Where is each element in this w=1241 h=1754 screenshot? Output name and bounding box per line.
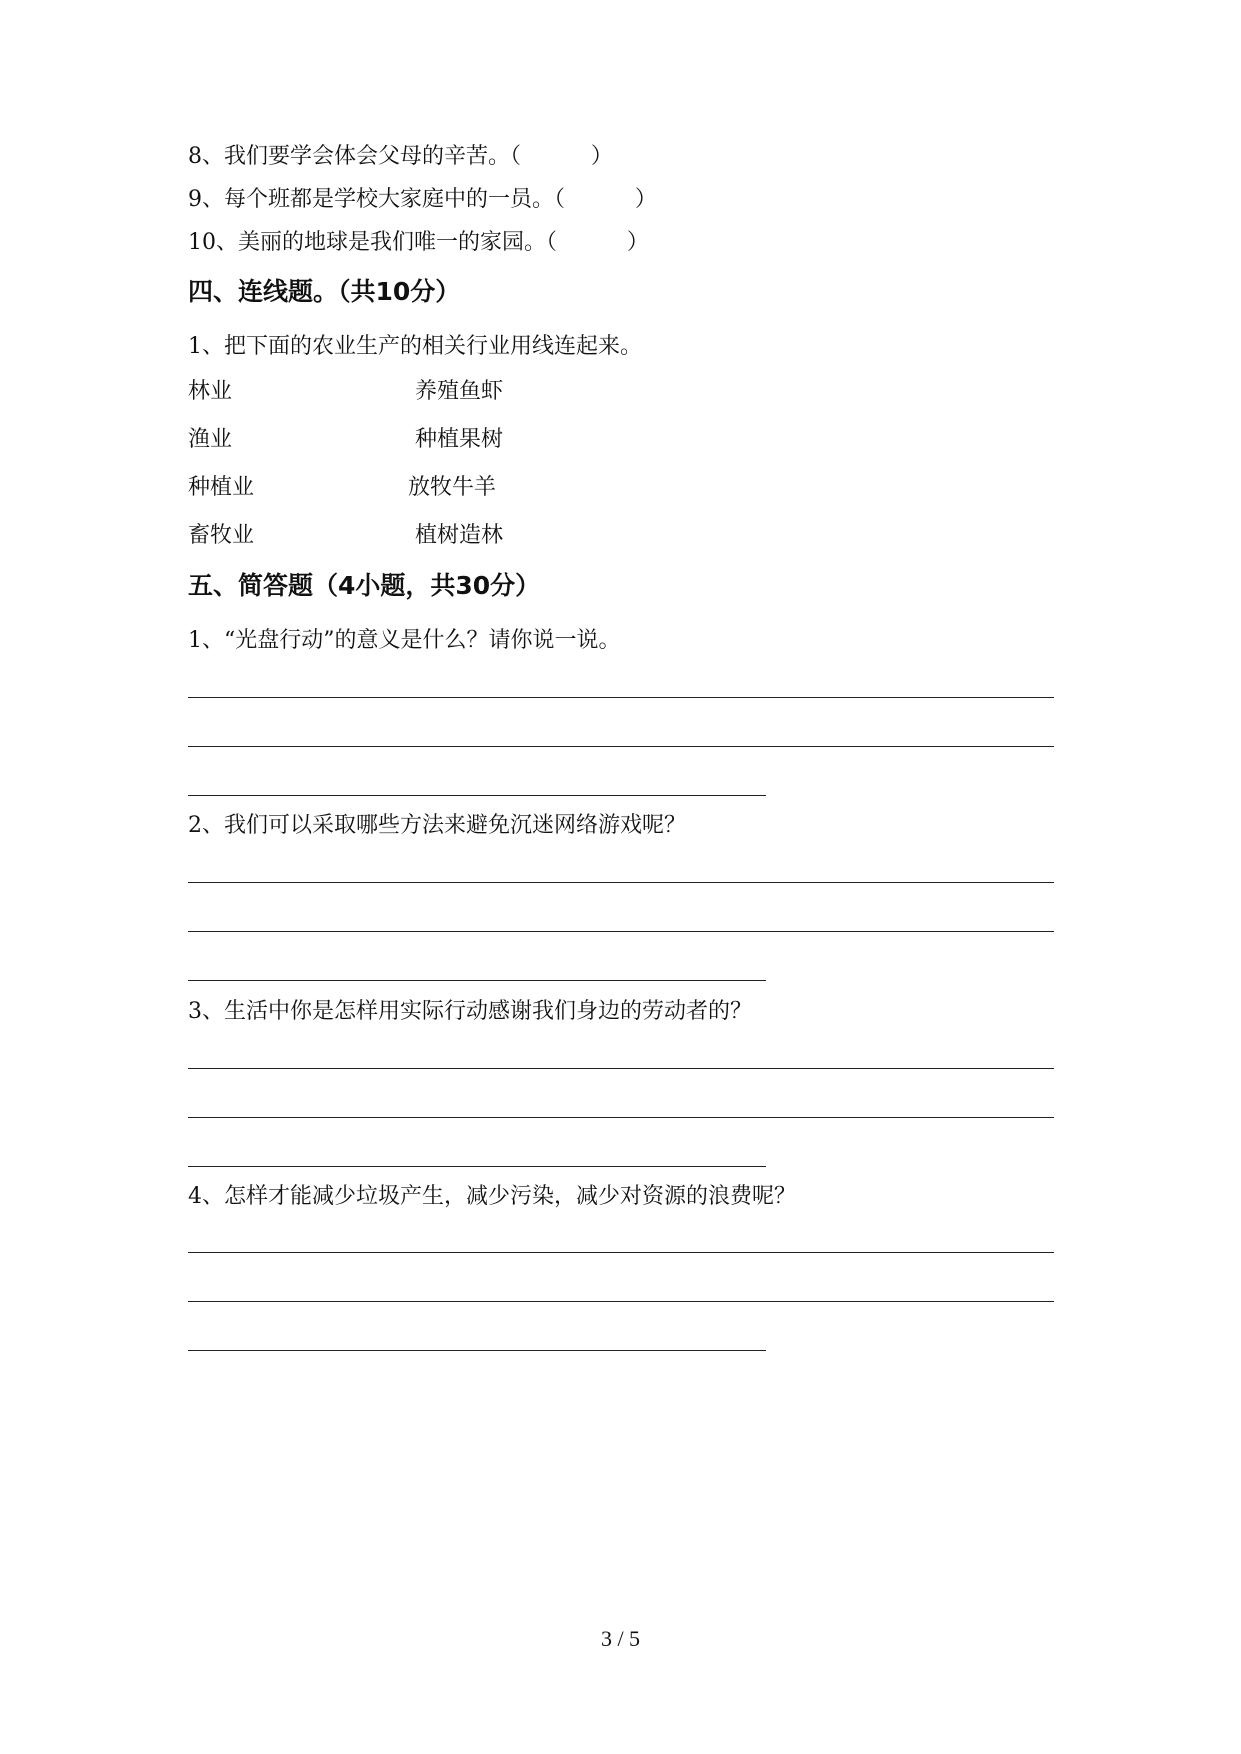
answer-line[interactable] xyxy=(188,980,766,981)
answer-line[interactable] xyxy=(188,1350,766,1351)
true-false-item-10: 10、美丽的地球是我们唯一的家园。（ ） xyxy=(188,230,649,255)
match-right-item: 种植果树 xyxy=(415,427,504,452)
match-left-item: 种植业 xyxy=(188,475,255,500)
short-answer-question-2: 2、我们可以采取哪些方法来避免沉迷网络游戏呢？ xyxy=(188,813,686,838)
answer-line[interactable] xyxy=(188,1117,1054,1118)
answer-line[interactable] xyxy=(188,931,1054,932)
match-left-item: 畜牧业 xyxy=(188,523,255,548)
match-left-item: 渔业 xyxy=(188,427,233,452)
answer-line[interactable] xyxy=(188,882,1054,883)
answer-line[interactable] xyxy=(188,1068,1054,1069)
answer-line[interactable] xyxy=(188,1301,1054,1302)
answer-line[interactable] xyxy=(188,795,766,796)
match-right-item: 放牧牛羊 xyxy=(408,475,497,500)
answer-line[interactable] xyxy=(188,1166,766,1167)
true-false-item-8: 8、我们要学会体会父母的辛苦。（ ） xyxy=(188,144,613,169)
answer-line[interactable] xyxy=(188,697,1054,698)
answer-line[interactable] xyxy=(188,1252,1054,1253)
match-left-item: 林业 xyxy=(188,379,233,404)
true-false-item-9: 9、每个班都是学校大家庭中的一员。（ ） xyxy=(188,187,657,212)
match-right-item: 养殖鱼虾 xyxy=(415,379,504,404)
short-answer-question-1: 1、“光盘行动”的意义是什么？请你说一说。 xyxy=(188,628,621,653)
short-answer-question-3: 3、生活中你是怎样用实际行动感谢我们身边的劳动者的？ xyxy=(188,999,752,1024)
answer-line[interactable] xyxy=(188,746,1054,747)
section-4-question: 1、把下面的农业生产的相关行业用线连起来。 xyxy=(188,334,642,359)
page-number: 3 / 5 xyxy=(600,1626,641,1651)
match-right-item: 植树造林 xyxy=(415,523,504,548)
section-4-heading: 四、连线题。（共10分） xyxy=(188,277,461,306)
section-5-heading: 五、简答题（4小题，共30分） xyxy=(188,571,541,600)
short-answer-question-4: 4、怎样才能减少垃圾产生，减少污染，减少对资源的浪费呢？ xyxy=(188,1184,796,1209)
